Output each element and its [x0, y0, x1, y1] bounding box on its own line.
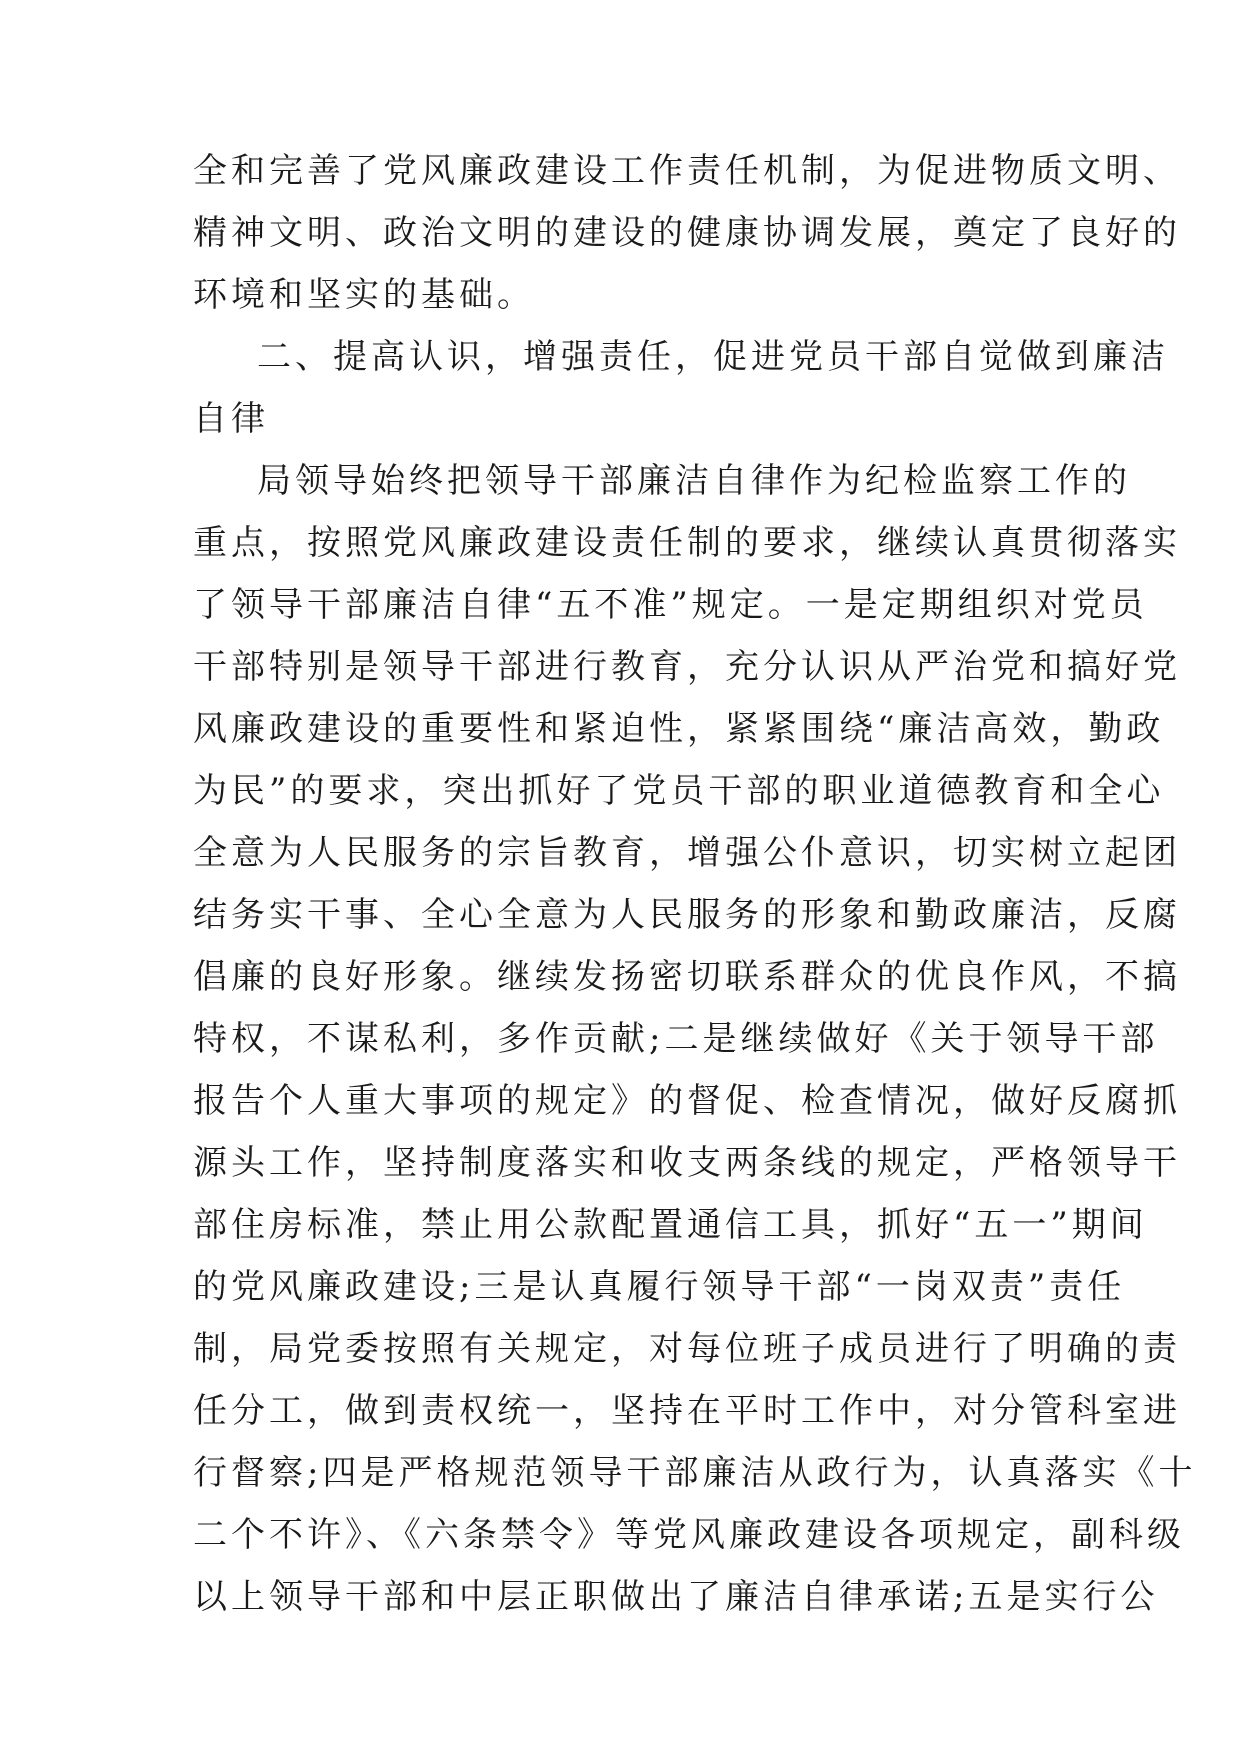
text-line: 了领导干部廉洁自律“五不准”规定。一是定期组织对党员	[193, 585, 1148, 625]
text-line: 任分工，做到责权统一，坚持在平时工作中，对分管科室进	[193, 1391, 1181, 1431]
document-body	[193, 140, 1197, 1628]
text-line: 环境和坚实的基础。	[193, 275, 535, 315]
text-line: 倡廉的良好形象。继续发扬密切联系群众的优良作风，不搞	[193, 957, 1181, 997]
section-heading: 二、提高认识，增强责任，促进党员干部自觉做到廉洁	[257, 337, 1169, 377]
text-line: 的党风廉政建设;三是认真履行领导干部“一岗双责”责任	[193, 1267, 1126, 1307]
text-line: 部住房标准，禁止用公款配置通信工具，抓好“五一”期间	[193, 1205, 1148, 1245]
paragraph-start-line: 局领导始终把领导干部廉洁自律作为纪检监察工作的	[257, 461, 1131, 501]
text-line: 报告个人重大事项的规定》的督促、检查情况，做好反腐抓	[193, 1081, 1181, 1121]
text-line: 以上领导干部和中层正职做出了廉洁自律承诺;五是实行公	[193, 1577, 1159, 1617]
text-line: 特权，不谋私利，多作贡献;二是继续做好《关于领导干部	[193, 1019, 1159, 1059]
text-line: 为民”的要求，突出抓好了党员干部的职业道德教育和全心	[193, 771, 1165, 811]
text-line: 重点，按照党风廉政建设责任制的要求，继续认真贯彻落实	[193, 523, 1181, 563]
section-heading-continued: 自律	[193, 399, 269, 439]
text-line: 制，局党委按照有关规定，对每位班子成员进行了明确的责	[193, 1329, 1181, 1369]
text-line: 全和完善了党风廉政建设工作责任机制，为促进物质文明、	[193, 151, 1181, 191]
text-line: 全意为人民服务的宗旨教育，增强公仆意识，切实树立起团	[193, 833, 1181, 873]
text-line: 二个不许》、《六条禁令》等党风廉政建设各项规定，副科级	[193, 1515, 1185, 1555]
text-line: 风廉政建设的重要性和紧迫性，紧紧围绕“廉洁高效，勤政	[193, 709, 1165, 749]
text-line: 行督察;四是严格规范领导干部廉洁从政行为，认真落实《十	[193, 1453, 1197, 1493]
text-line: 结务实干事、全心全意为人民服务的形象和勤政廉洁，反腐	[193, 895, 1181, 935]
text-line: 源头工作，坚持制度落实和收支两条线的规定，严格领导干	[193, 1143, 1181, 1183]
text-line: 干部特别是领导干部进行教育，充分认识从严治党和搞好党	[193, 647, 1181, 687]
text-line: 精神文明、政治文明的建设的健康协调发展，奠定了良好的	[193, 213, 1181, 253]
